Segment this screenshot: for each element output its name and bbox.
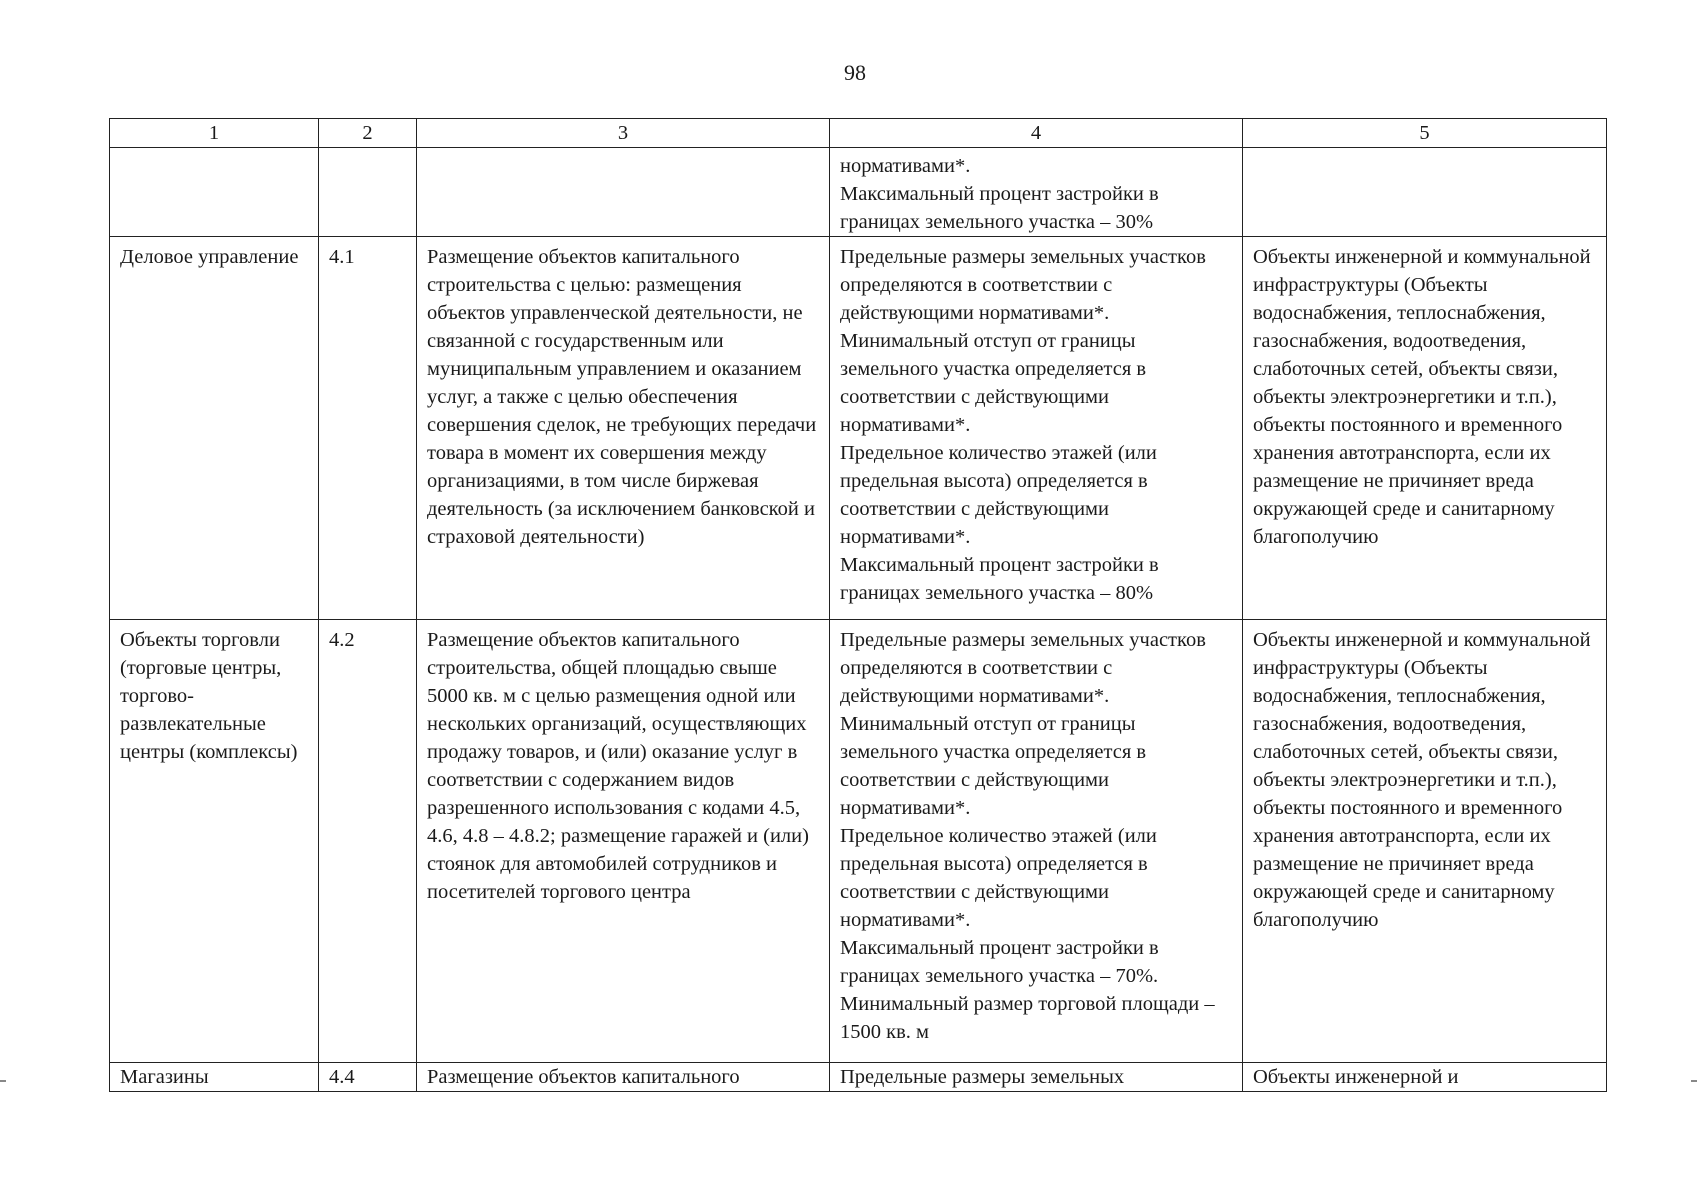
column-header: 4 <box>830 119 1243 148</box>
parameters-cell: нормативами*. Максимальный процент застройки в границах земельного участка – 30% <box>830 148 1243 237</box>
land-use-table <box>109 118 1607 1092</box>
description-cell: Размещение объектов капитального строительства, общей площадью свыше 5000 кв. м с целью размещения одной или нескольких организаций, осуществляющих продажу товаров, и (или) оказание услуг в соответствии с содержанием видов разрешенного использования с кодами 4.5, 4.6, 4.8 – 4.8.2; размещение гаражей и (или) стоянок для автомобилей сотрудников и посетителей торгового центра <box>417 620 830 1063</box>
auxiliary-uses-cell: Объекты инженерной и <box>1243 1063 1607 1092</box>
description-cell <box>417 148 830 237</box>
auxiliary-uses-cell: Объекты инженерной и коммунальной инфраструктуры (Объекты водоснабжения, теплоснабжения, газоснабжения, водоотведения, слаботочных сетей, объекты связи, объекты электроэнергетики и т.п.), объекты постоянного и временного хранения автотранспорта, если их размещение не причиняет вреда окружающей среде и санитарному благополучию <box>1243 237 1607 620</box>
scan-edge-mark-left <box>0 1080 6 1082</box>
code-cell: 4.4 <box>319 1063 417 1092</box>
table-row-continuation <box>110 148 1607 237</box>
table-row <box>110 237 1607 620</box>
use-type-cell: Магазины <box>110 1063 319 1092</box>
column-header: 1 <box>110 119 319 148</box>
table-row <box>110 620 1607 1063</box>
page-number: 98 <box>844 60 866 85</box>
column-header: 5 <box>1243 119 1607 148</box>
use-type-cell <box>110 148 319 237</box>
description-cell: Размещение объектов капитального строительства с целью: размещения объектов управленческой деятельности, не связанной с государственным или муниципальным управлением и оказанием услуг, а также с целью обеспечения совершения сделок, не требующих передачи товара в момент их совершения между организациями, в том числе биржевая деятельность (за исключением банковской и страховой деятельности) <box>417 237 830 620</box>
use-type-cell: Объекты торговли (торговые центры, торгово-развлекательные центры (комплексы) <box>110 620 319 1063</box>
auxiliary-uses-cell: Объекты инженерной и коммунальной инфраструктуры (Объекты водоснабжения, теплоснабжения, газоснабжения, водоотведения, слаботочных сетей, объекты связи, объекты электроэнергетики и т.п.), объекты постоянного и временного хранения автотранспорта, если их размещение не причиняет вреда окружающей среде и санитарному благополучию <box>1243 620 1607 1063</box>
auxiliary-uses-cell <box>1243 148 1607 237</box>
scan-edge-mark-right <box>1691 1080 1697 1082</box>
parameters-cell: Предельные размеры земельных <box>830 1063 1243 1092</box>
use-type-cell: Деловое управление <box>110 237 319 620</box>
column-header: 3 <box>417 119 830 148</box>
description-cell: Размещение объектов капитального <box>417 1063 830 1092</box>
parameters-cell: Предельные размеры земельных участков определяются в соответствии с действующими нормативами*. Минимальный отступ от границы земельного участка определяется в соответствии с действующими нормативами*. Предельное количество этажей (или предельная высота) определяется в соответствии с действующими нормативами*. Максимальный процент застройки в границах земельного участка – 70%. Минимальный размер торговой площади – 1500 кв. м <box>830 620 1243 1063</box>
code-cell: 4.1 <box>319 237 417 620</box>
code-cell <box>319 148 417 237</box>
code-cell: 4.2 <box>319 620 417 1063</box>
table-row-truncated <box>110 1063 1607 1092</box>
table-header-row <box>110 119 1607 148</box>
column-header: 2 <box>319 119 417 148</box>
parameters-cell: Предельные размеры земельных участков определяются в соответствии с действующими нормативами*. Минимальный отступ от границы земельного участка определяется в соответствии с действующими нормативами*. Предельное количество этажей (или предельная высота) определяется в соответствии с действующими нормативами*. Максимальный процент застройки в границах земельного участка – 80% <box>830 237 1243 620</box>
